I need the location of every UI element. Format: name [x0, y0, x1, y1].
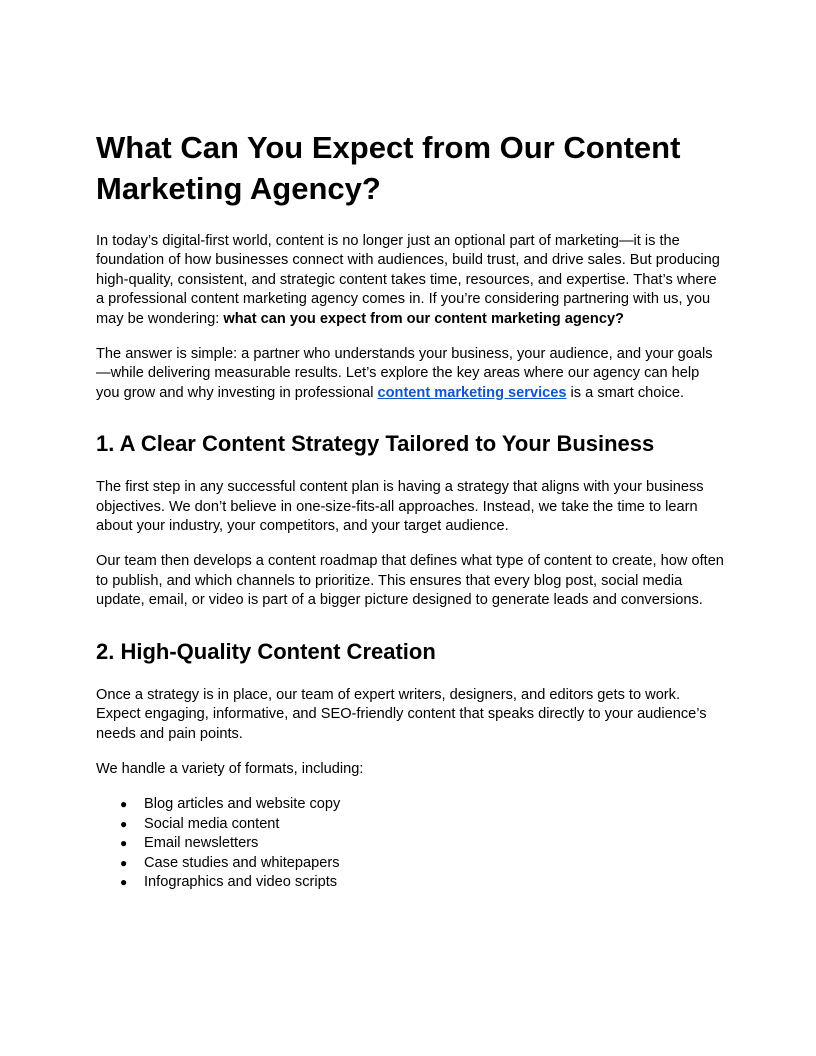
- list-item: ● Infographics and video scripts: [120, 873, 724, 893]
- intro-paragraph-1: [96, 232, 724, 329]
- section-2-paragraph-2: We handle a variety of formats, including:: [96, 760, 364, 777]
- content-marketing-services-link[interactable]: content marketing services: [377, 384, 567, 401]
- bullet-icon: ●: [120, 836, 128, 851]
- intro-text-before-link: The answer is simple: a partner who understands your business, your audience, and your goals—while delivering measurable results. Let’s explore the key areas where our agency can help you grow and why investing in professional: [96, 346, 713, 401]
- page-title: What Can You Expect from Our Content Marketing Agency?: [96, 130, 681, 206]
- intro-text-after-link: is a smart choice.: [566, 384, 685, 401]
- intro-text: In today’s digital-first world, content is no longer just an optional part of marketing—it is the foundation of how businesses connect with audiences, build trust, and drive sales. But producing high-quality, consistent, and strategic content takes time, resources, and expertise. That’s where a professional content marketing agency comes in. If you’re considering partnering with us, you may be wondering:: [96, 233, 720, 327]
- section-2-heading: 2. High-Quality Content Creation: [96, 638, 436, 664]
- bullet-icon: ●: [120, 797, 128, 812]
- bullet-icon: ●: [120, 875, 128, 890]
- bullet-icon: ●: [120, 855, 128, 870]
- list-item: ● Social media content: [120, 815, 724, 835]
- section-1-paragraph-2: Our team then develops a content roadmap that defines what type of content to create, how often to publish, and which channels to prioritize. This ensures that every blog post, social media update, email, or video is part of a bigger picture designed to generate leads and conversions.: [96, 553, 724, 609]
- bullet-icon: ●: [120, 816, 128, 831]
- format-list: [96, 795, 724, 893]
- intro-bold-question: what can you expect from our content marketing agency?: [223, 310, 624, 327]
- intro-paragraph-2: [96, 345, 724, 403]
- document-page: [96, 127, 724, 893]
- section-1-paragraph-1: The first step in any successful content plan is having a strategy that aligns with your business objectives. We don’t believe in one-size-fits-all approaches. Instead, we take the time to learn about your industry, your competitors, and your target audience.: [96, 479, 704, 535]
- section-1-heading: 1. A Clear Content Strategy Tailored to Your Business: [96, 431, 655, 457]
- list-item: ● Blog articles and website copy: [120, 795, 724, 815]
- section-2-paragraph-1: Once a strategy is in place, our team of expert writers, designers, and editors gets to work. Expect engaging, informative, and SEO-friendly content that speaks directly to your audience’s needs and pain points.: [96, 686, 707, 742]
- list-item: ● Email newsletters: [120, 834, 724, 854]
- list-item: ● Case studies and whitepapers: [120, 854, 724, 874]
